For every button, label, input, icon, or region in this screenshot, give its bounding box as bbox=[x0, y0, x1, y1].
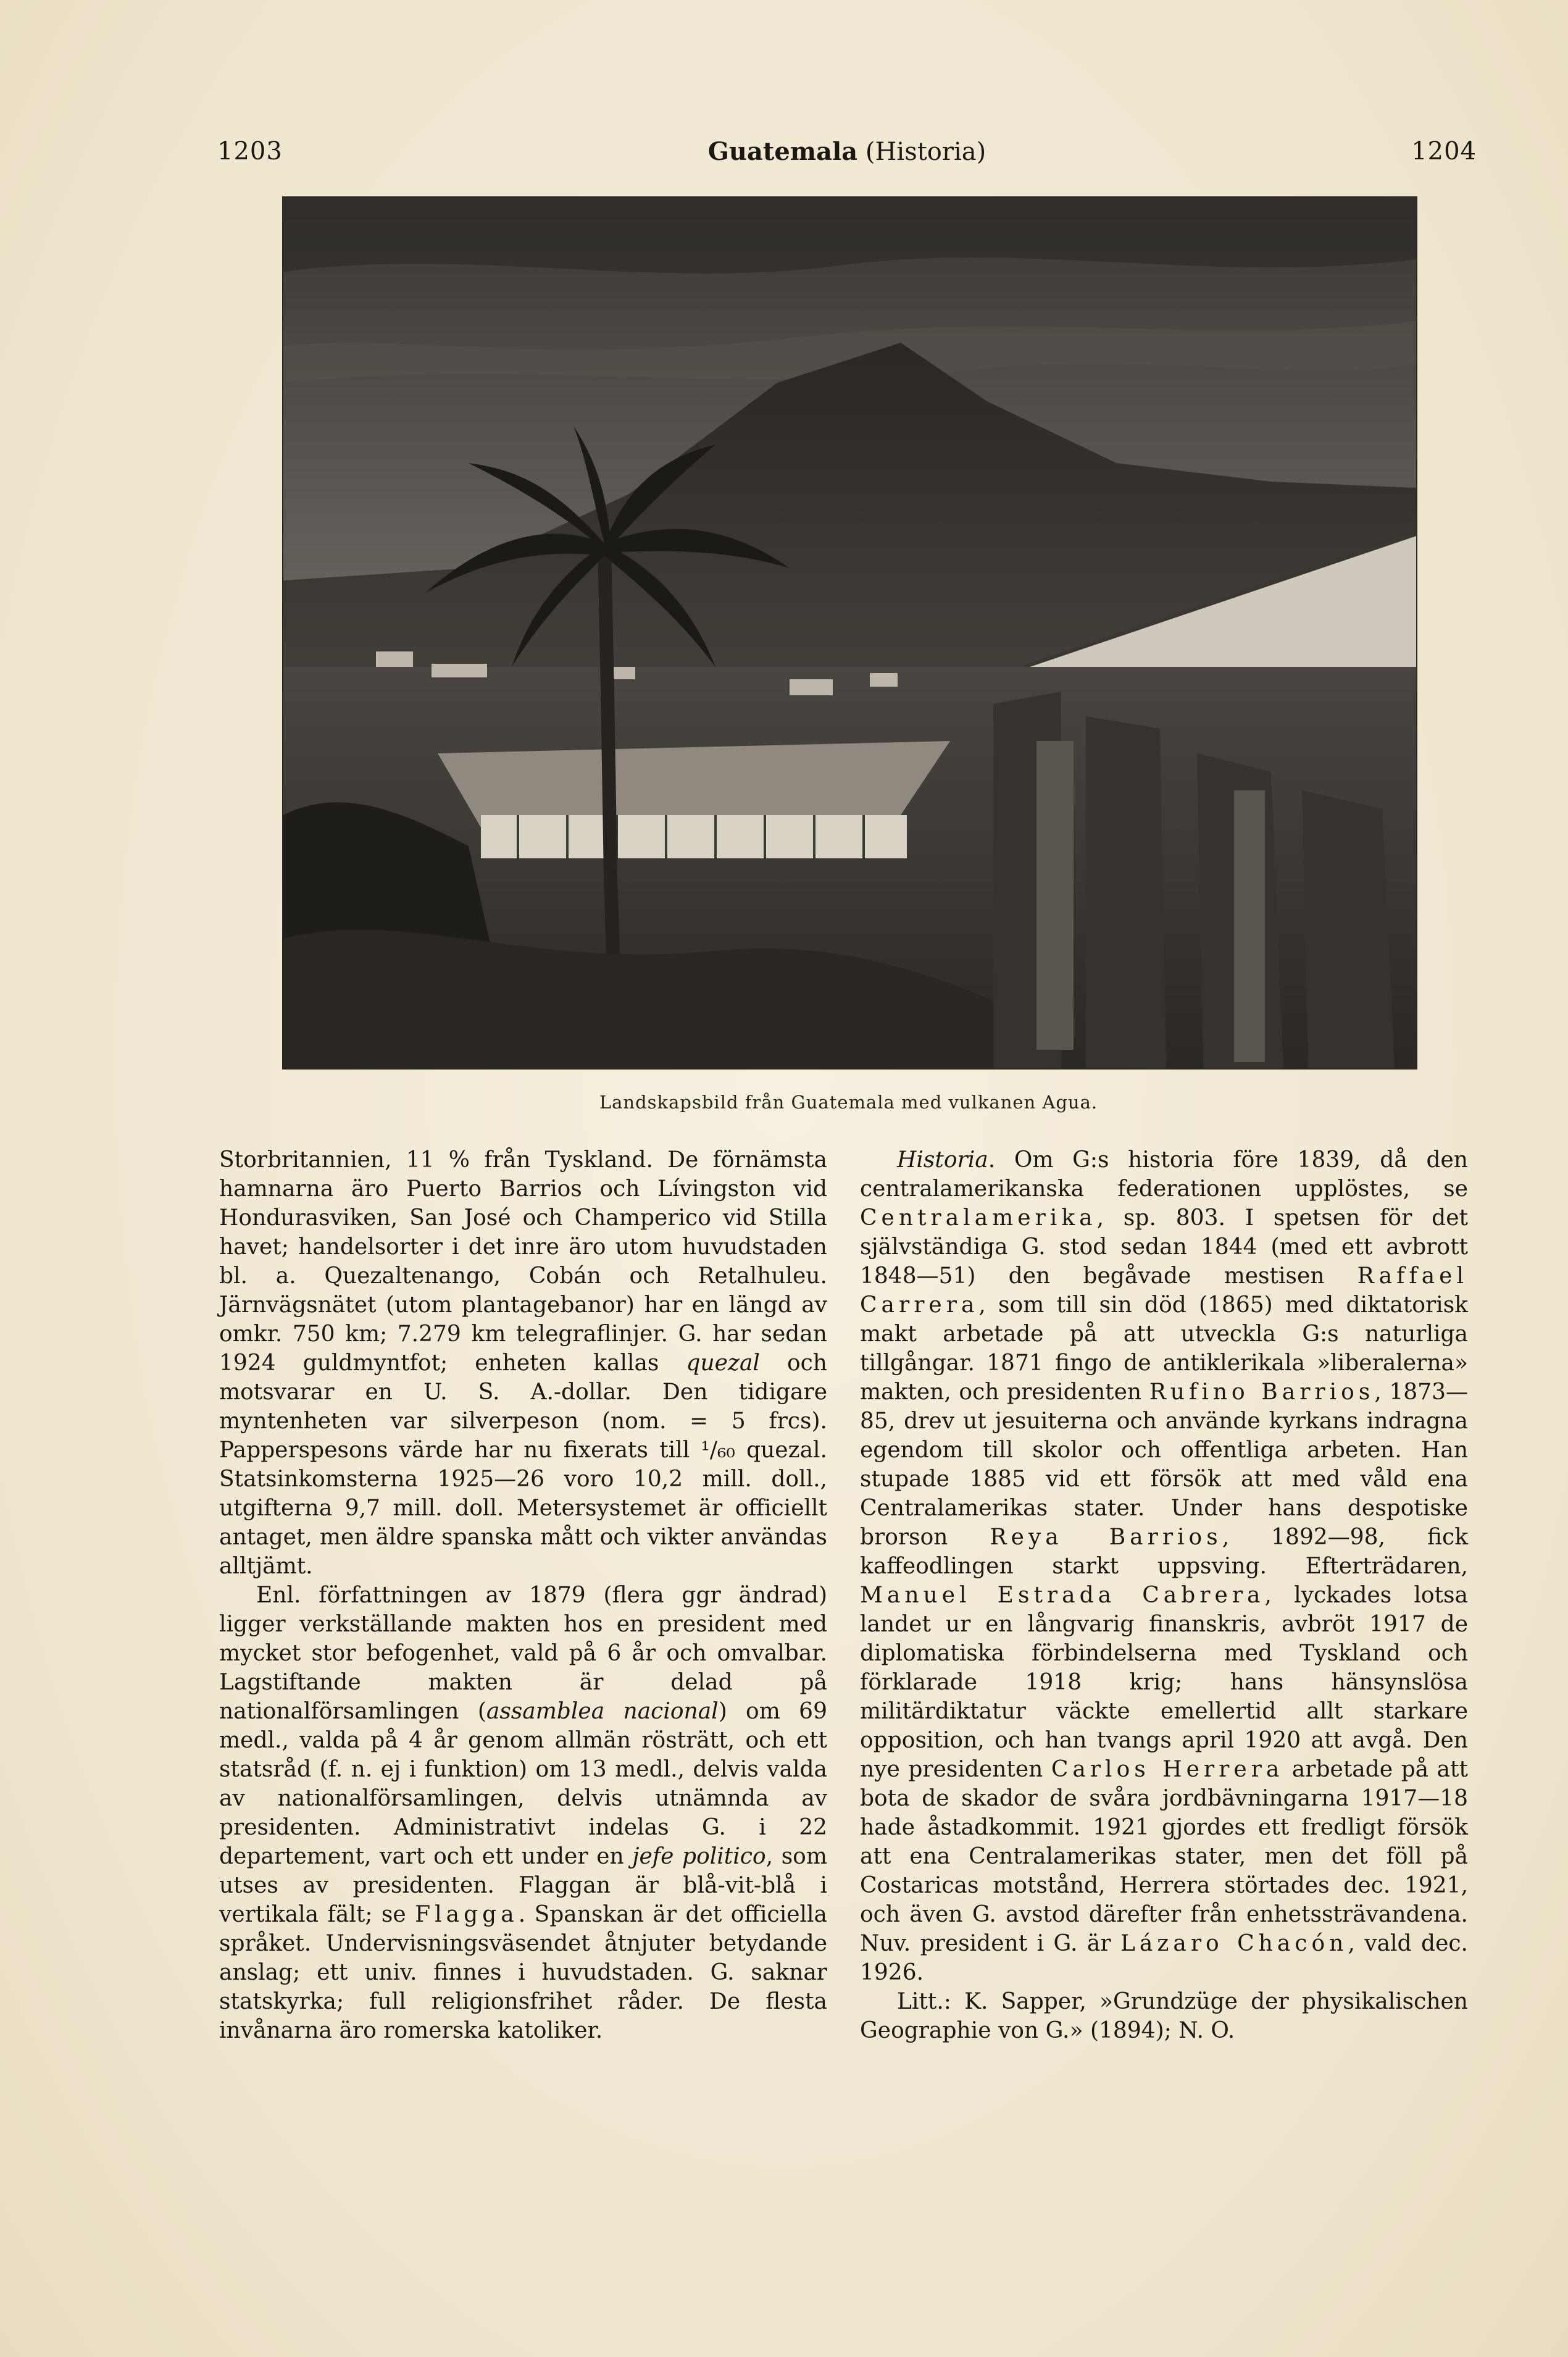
text-run: Enl. författningen av 1879 (flera ggr ändrad) ligger verkställande makten hos en president med mycket stor befogenhet, vald på 6 år och omvalbar. Lagstiftande makten är delad på nationalförsamlingen ( bbox=[219, 1583, 827, 1724]
cross-reference: Centralamerika bbox=[860, 1205, 1097, 1231]
right-column bbox=[860, 1145, 1468, 2045]
page-number-right: 1204 bbox=[1411, 137, 1477, 165]
page-number-left: 1203 bbox=[217, 137, 283, 165]
right-paragraph-1 bbox=[860, 1145, 1468, 1987]
left-paragraph-2 bbox=[219, 1581, 827, 2045]
volcano-landscape-image bbox=[283, 198, 1416, 1068]
section-heading: Historia bbox=[897, 1147, 988, 1173]
text-run: , som till sin död (1865) med diktatorisk makt arbetade på att utveckla G:s naturliga tillgångar. 1871 fingo de antiklerikala »liberalerna» makten, och presidenten bbox=[860, 1292, 1468, 1405]
running-title bbox=[217, 137, 1477, 166]
right-paragraph-2: Litt.: K. Sapper, »Grundzüge der physikalischen Geographie von G.» (1894); N. O. bbox=[860, 1989, 1468, 2043]
text-run: Storbritannien, 11 % från Tyskland. De förnämsta hamnarna äro Puerto Barrios och Lívingston vid Hondurasviken, San José och Champerico vid Stilla havet; handelsorter i det inre äro utom huvudstaden bl. a. Quezaltenango, Cobán och Retalhuleu. Järnvägsnätet (utom plantagebanor) har en längd av omkr. 750 km; 7.279 km telegraflinjer. G. har sedan 1924 guldmyntfot; enheten kallas bbox=[219, 1147, 827, 1376]
text-run: , som utses av presidenten. Flaggan är blå-vit-blå i vertikala fält; se bbox=[219, 1844, 827, 1927]
text-run: . Om G:s historia före 1839, då den centralamerikanska federationen upplöstes, se bbox=[860, 1147, 1468, 1202]
landscape-photo bbox=[282, 196, 1417, 1070]
person-name: Raffael Carrera bbox=[860, 1263, 1468, 1318]
running-title-rest: (Historia) bbox=[857, 138, 986, 166]
text-run: , sp. 803. I spetsen för det självständiga G. stod sedan 1844 (med ett avbrott 1848—51) den begåvade mestisen bbox=[860, 1205, 1468, 1289]
figure-caption: Landskapsbild från Guatemala med vulkanen Agua. bbox=[599, 1092, 1098, 1113]
running-title-bold: Guatemala bbox=[707, 137, 858, 166]
person-name: Lázaro Chacón bbox=[1120, 1931, 1348, 1956]
text-run: . Spanskan är det officiella språket. Undervisningsväsendet åtnjuter betydande anslag; ett univ. finnes i huvudstaden. G. saknar statskyrka; full religionsfrihet råder. De flesta invånarna äro romerska katoliker. bbox=[219, 1902, 828, 2043]
italic-term: jefe politico bbox=[632, 1844, 766, 1869]
text-run: , 1873—85, drev ut jesuiterna och använde kyrkans indragna egendom till skolor och offentliga arbeten. Han stupade 1885 vid ett försök att med våld ena Centralamerikas stater. Under hans despotiske brorson bbox=[860, 1379, 1468, 1550]
left-paragraph-1 bbox=[219, 1145, 827, 1581]
person-name: Carlos Herrera bbox=[1051, 1757, 1284, 1782]
text-run: ) om 69 medl., valda på 4 år genom allmän rösträtt, och ett statsråd (f. n. ej i funktion) om 13 medl., delvis valda av nationalförsamlingen, delvis utnämnda av presidenten. Administrativt indelas G. i 22 departement, vart och ett under en bbox=[219, 1699, 827, 1869]
text-run: , vald dec. 1926. bbox=[860, 1931, 1468, 1985]
text-run: och motsvarar en U. S. A.-dollar. Den tidigare myntenheten var silverpeson (nom. = 5 frcs). Papperspesons värde har nu fixerats till ¹/₆₀ quezal. Statsinkomsterna 1925—26 voro 10,2 mill. doll., utgifterna 9,7 mill. doll. Metersystemet är officiellt antaget, men äldre spanska mått och vikter användas alltjämt. bbox=[219, 1350, 827, 1579]
person-name: Rufino Barrios bbox=[1149, 1379, 1375, 1405]
italic-term: quezal bbox=[686, 1350, 760, 1376]
cross-reference: Flagga bbox=[415, 1902, 519, 1927]
text-run: , 1892—98, fick kaffeodlingen starkt uppsving. Efterträdaren, bbox=[860, 1525, 1469, 1579]
text-run: arbetade på att bota de skador de svåra jordbävningarna 1917—18 hade åstadkommit. 1921 gjordes ett fredligt försök att ena Centralamerikas stater, men det föll på Costaricas motstånd, Herrera störtades dec. 1921, och även G. avstod därefter från enhetssträvandena. Nuv. president i G. är bbox=[860, 1757, 1468, 1956]
text-run: , lyckades lotsa landet ur en långvarig finanskris, avbröt 1917 de diplomatiska förbindelserna med Tyskland och förklarade 1918 krig; hans hänsynslösa militärdiktatur väckte emellertid allt starkare opposition, och han tvangs april 1920 att avgå. Den nye presidenten bbox=[860, 1583, 1468, 1782]
italic-term: assamblea nacional bbox=[486, 1699, 719, 1724]
person-name: Manuel Estrada Cabrera bbox=[860, 1583, 1265, 1608]
page-header bbox=[217, 137, 1477, 186]
person-name: Reya Barrios bbox=[990, 1525, 1222, 1550]
left-column bbox=[219, 1145, 827, 2045]
